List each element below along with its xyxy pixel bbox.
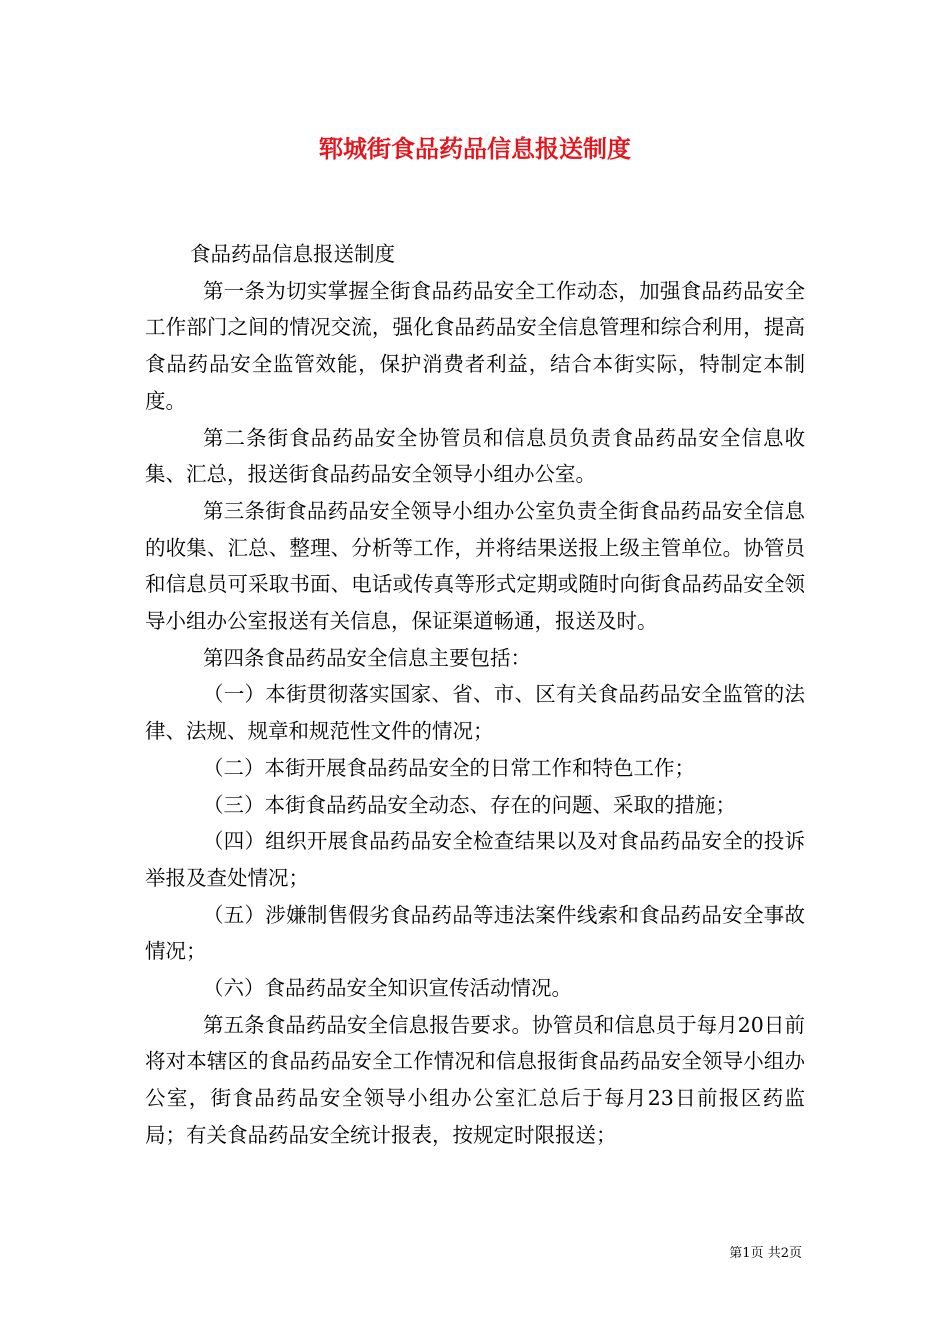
list-item-3: （三）本街食品药品安全动态、存在的问题、采取的措施； — [203, 792, 736, 817]
article-4: 第四条食品药品安全信息主要包括： — [203, 645, 531, 670]
list-item-5: （五）涉嫌制售假劣食品药品等违法案件线索和食品药品安全事故情况； — [145, 902, 805, 964]
page-total: 2 — [780, 1246, 789, 1261]
list-item-4: （四）组织开展食品药品安全检查结果以及对食品药品安全的投诉举报及查处情况； — [145, 829, 805, 890]
list-item-1: （一）本街贯彻落实国家、省、市、区有关食品药品安全监管的法律、法规、规章和规范性文件的情况； — [145, 682, 805, 744]
page-current: 1 — [742, 1246, 751, 1261]
list-item-6: （六）食品药品安全知识宣传活动情况。 — [203, 976, 572, 1001]
page-number — [729, 1245, 802, 1263]
document-subtitle: 食品药品信息报送制度 — [190, 242, 395, 266]
article-5: 第五条食品药品安全信息报告要求。协管员和信息员于每月20日前将对本辖区的食品药品安全工作情况和信息报街食品药品安全领导小组办公室，街食品药品安全领导小组办公室汇总后于每月23日前报区药监局；有关食品药品安全统计报表，按规定时限报送； — [145, 1012, 805, 1147]
article-3: 第三条街食品药品安全领导小组办公室负责全街食品药品安全信息的收集、汇总、整理、分析等工作，并将结果送报上级主管单位。协管员和信息员可采取书面、电话或传真等形式定期或随时向街食品药品安全领导小组办公室报送有关信息，保证渠道畅通，报送及时。 — [145, 498, 805, 634]
page-label: 第 — [729, 1246, 743, 1261]
article-2: 第二条街食品药品安全协管员和信息员负责食品药品安全信息收集、汇总，报送街食品药品安全领导小组办公室。 — [145, 425, 805, 487]
page-mid: 页 共 — [750, 1246, 781, 1261]
document-title: 郓城街食品药品信息报送制度 — [319, 134, 631, 163]
list-item-2: （二）本街开展食品药品安全的日常工作和特色工作； — [203, 755, 695, 780]
page-suffix: 页 — [788, 1246, 802, 1261]
document-body — [145, 236, 805, 1154]
article-1: 第一条为切实掌握全街食品药品安全工作动态，加强食品药品安全工作部门之间的情况交流，强化食品药品安全信息管理和综合利用，提高食品药品安全监管效能，保护消费者利益，结合本街实际，特制定本制度。 — [145, 278, 805, 413]
